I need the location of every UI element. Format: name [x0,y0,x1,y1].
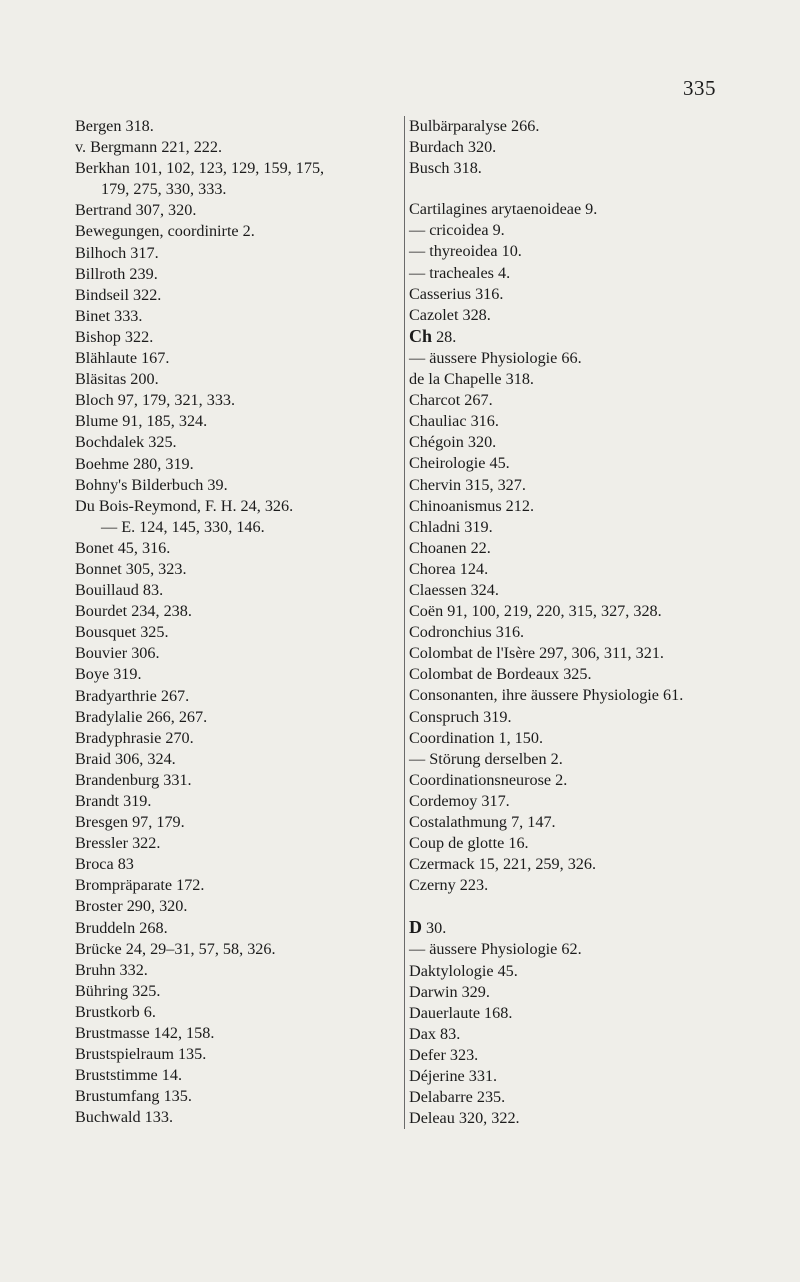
index-entry: Czerny 223. [409,876,489,895]
index-entry: Daktylologie 45. [409,961,518,980]
index-entry: Costalathmung 7, 147. [409,813,556,831]
index-entry: Bouillaud 83. [75,581,164,600]
index-entry: Cazolet 328. [409,305,491,324]
index-entry: Colombat de l'Isère 297, 306, 311, 321. [409,644,664,663]
index-entry: Boye 319. [75,665,142,684]
index-entry: Bohny's Bilderbuch 39. [75,475,228,494]
index-entry: Czermack 15, 221, 259, 326. [409,855,597,874]
index-entry [409,917,739,939]
index-entry: Burdach 320. [409,138,497,157]
index-entry: Bewegungen, coordinirte 2. [75,222,255,241]
index-entry: Bonet 45, 316. [75,538,171,557]
index-entry: Claessen 324. [409,580,499,599]
index-entry: — cricoidea 9. [409,221,505,240]
index-entry: Brustkorb 6. [75,1002,156,1021]
index-entry: Bindseil 322. [75,285,162,304]
index-entry: Berkhan 101, 102, 123, 129, 159, 175, [75,159,325,178]
index-entry: Defer 323. [409,1045,479,1064]
index-entry: Buchwald 133. [75,1108,174,1127]
index-entry: Codronchius 316. [409,623,525,642]
index-entry: Coordination 1, 150. [409,728,543,747]
index-entry: Billroth 239. [75,264,158,283]
index-entry: Broster 290, 320. [75,897,188,916]
index-entry: Bertrand 307, 320. [75,201,197,220]
index-entry: Chervin 315, 327. [409,475,526,494]
index-entry: Conspruch 319. [409,707,512,726]
index-column-left [75,116,395,1129]
index-entry: Brustmasse 142, 158. [75,1024,215,1043]
index-entry: Bühring 325. [75,981,161,1000]
index-entry: Cartilagines arytaenoideae 9. [409,200,598,219]
index-entry: Brücke 24, 29–31, 57, 58, 326. [75,939,276,958]
index-entry: Brustumfang 135. [75,1087,192,1106]
index-entry: — thyreoidea 10. [409,242,522,261]
index-entry: Bulbärparalyse 266. [409,117,540,135]
index-entry: Bonnet 305, 323. [75,559,187,578]
index-entry: Consonanten, ihre äussere Physiologie 61. [409,686,684,705]
index-entry: Charcot 267. [409,391,493,410]
index-entry: — äussere Physiologie 62. [409,940,582,959]
section-letter: D [409,917,422,938]
index-entry: Casserius 316. [409,284,504,303]
index-entry: Coën 91, 100, 219, 220, 315, 327, 328. [409,602,662,621]
index-entry: v. Bergmann 221, 222. [75,138,223,157]
index-entry: Coup de glotte 16. [409,834,529,853]
index-entry-text: 30. [422,919,447,938]
index-entry: Bradyarthrie 267. [75,686,190,705]
index-entry: — Störung derselben 2. [409,749,563,768]
index-entry: Binet 333. [75,306,143,325]
index-entry: Dauerlaute 168. [409,1003,513,1022]
index-entry: Bressler 322. [75,834,161,853]
index-entry: Bochdalek 325. [75,433,177,452]
index-entry: Broca 83 [75,855,134,874]
page-number: 335 [683,76,716,100]
index-entry: Coordinationsneurose 2. [409,770,568,789]
index-entry: Blählaute 167. [75,349,170,368]
index-entry: Chauliac 316. [409,412,499,431]
index-entry: Bilhoch 317. [75,243,159,262]
index-entry: Bourdet 234, 238. [75,602,192,621]
index-entry: Bruhn 332. [75,960,148,979]
section-letter: Ch [409,325,433,346]
index-entry: Bradyphrasie 270. [75,728,194,747]
index-entry: Bruddeln 268. [75,918,168,937]
index-entry: Darwin 329. [409,982,490,1001]
index-entry: Bergen 318. [75,117,154,135]
index-entry: Braid 306, 324. [75,749,176,768]
index-entry: Chladni 319. [409,517,493,536]
index-entry: — E. 124, 145, 330, 146. [101,517,265,536]
index-entry: Bruststimme 14. [75,1066,183,1085]
index-entry: Du Bois-Reymond, F. H. 24, 326. [75,496,294,515]
index-entry: Busch 318. [409,159,482,178]
index-entry: — tracheales 4. [409,263,511,282]
index-entry: Chorea 124. [409,559,489,578]
index-entry: Bousquet 325. [75,623,169,642]
index-entry: Bresgen 97, 179. [75,813,185,832]
index-entry: Colombat de Bordeaux 325. [409,665,592,684]
index-entry-text: 28. [432,327,457,346]
index-column-right [404,116,739,1129]
index-entry: Cheirologie 45. [409,454,510,473]
index-entry: — äussere Physiologie 66. [409,348,582,367]
index-entry: Bläsitas 200. [75,370,159,389]
index-entry: Bradylalie 266, 267. [75,707,208,726]
index-entry: Bouvier 306. [75,644,160,663]
index-entry: 179, 275, 330, 333. [101,180,227,199]
index-entry: Chégoin 320. [409,433,497,452]
index-entry: Brompräparate 172. [75,876,205,895]
index-entry: Choanen 22. [409,538,491,557]
index-entry: Boehme 280, 319. [75,454,194,473]
index-entry [409,326,739,348]
index-entry: Brustspielraum 135. [75,1045,207,1064]
index-entry: Déjerine 331. [409,1067,498,1086]
index-entry: Cordemoy 317. [409,791,510,810]
index-entry: de la Chapelle 318. [409,370,534,389]
index-entry: Chinoanismus 212. [409,496,535,515]
index-entry: Bloch 97, 179, 321, 333. [75,391,236,410]
index-entry: Blume 91, 185, 324. [75,412,208,431]
index-entry: Brandenburg 331. [75,770,192,789]
index-entry: Dax 83. [409,1024,461,1043]
index-entry: Delabarre 235. [409,1088,506,1107]
index-entry: Bishop 322. [75,327,154,346]
index-entry: Brandt 319. [75,792,152,810]
index-entry: Deleau 320, 322. [409,1109,520,1128]
